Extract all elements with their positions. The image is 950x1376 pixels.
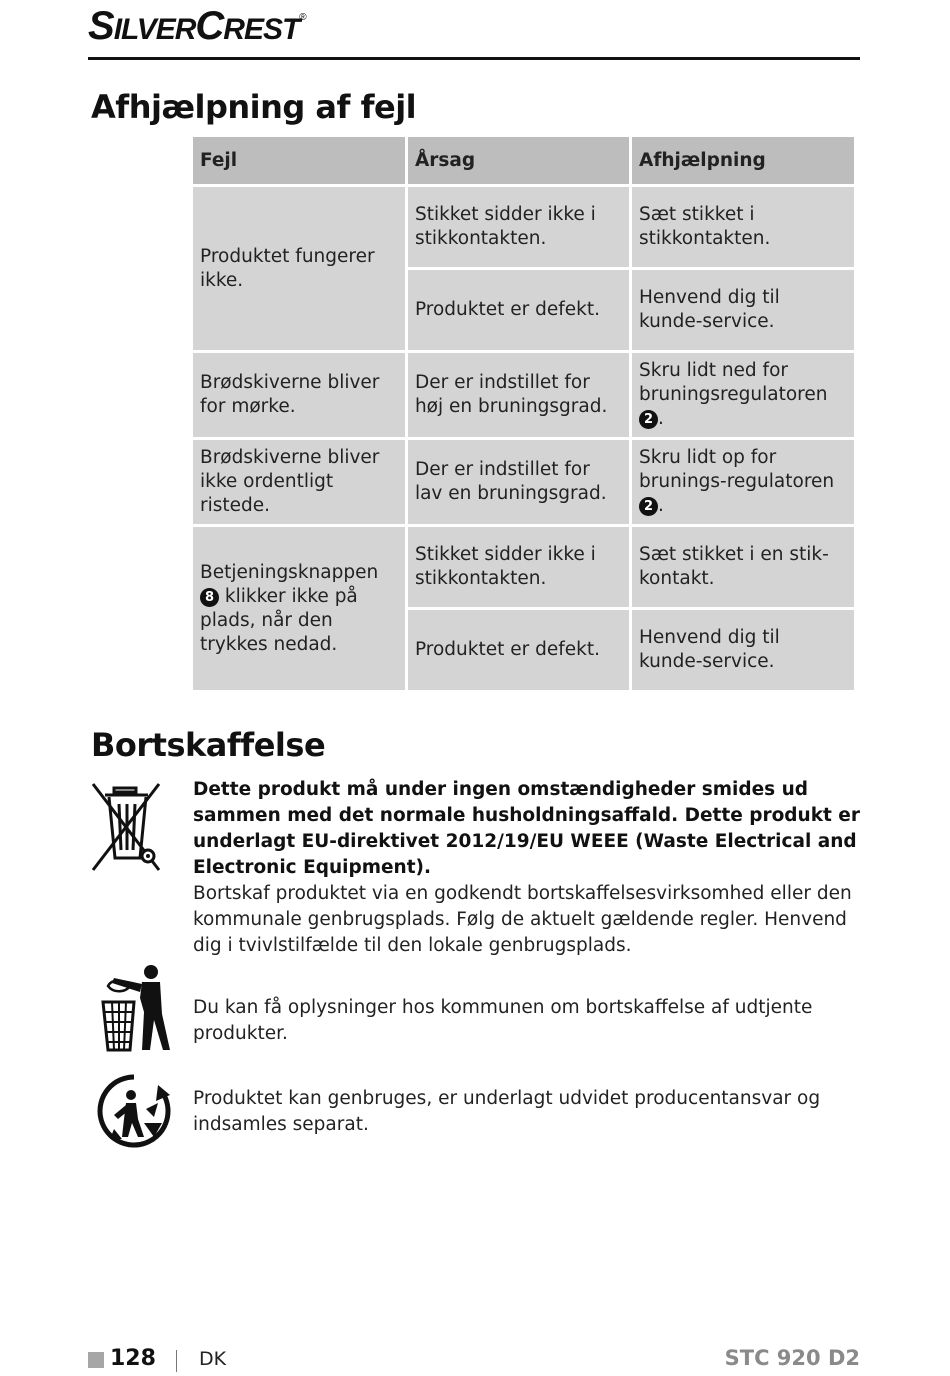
table-row xyxy=(193,440,854,524)
remedy-cell: Henvend dig til kunde-service. xyxy=(632,610,854,690)
cause-cell: Produktet er defekt. xyxy=(408,610,629,690)
fault-cell: Betjeningsknappen 8 klikker ikke på plads, når den trykkes nedad. xyxy=(193,527,405,690)
column-header-cause: Årsag xyxy=(408,137,629,184)
tidyman-icon xyxy=(100,964,172,1054)
recycle-info xyxy=(193,1086,860,1138)
footer-square-marker xyxy=(88,1352,104,1368)
fault-cell: Brødskiverne bliver ikke ordentligt ristede. xyxy=(193,440,405,524)
weee-notice xyxy=(193,777,860,959)
brand-logo: SILVERCREST® xyxy=(88,4,306,48)
municipality-info-text: Du kan få oplysninger hos kommunen om bortskaffelse af udtjente produkter. xyxy=(193,997,813,1044)
column-header-remedy: Afhjælpning xyxy=(632,137,854,184)
part-number-badge: 8 xyxy=(200,588,219,607)
remedy-cell: Henvend dig til kunde-service. xyxy=(632,270,854,350)
table-row xyxy=(193,187,854,267)
cause-cell: Stikket sidder ikke i stikkontakten. xyxy=(408,527,629,607)
remedy-cell: Sæt stikket i stikkontakten. xyxy=(632,187,854,267)
part-number-badge: 2 xyxy=(639,497,658,516)
table-row xyxy=(193,353,854,437)
troubleshooting-title: Afhjælpning af fejl xyxy=(91,88,417,126)
cause-cell: Stikket sidder ikke i stikkontakten. xyxy=(408,187,629,267)
weee-bold-text: Dette produkt må under ingen omstændigheder smides ud sammen med det normale husholdningsaffald. Dette produkt er underlagt EU-direktivet 2012/19/EU WEEE (Waste Electrical and Electronic Equipment). xyxy=(193,779,860,878)
header-rule xyxy=(88,57,860,60)
table-header-row xyxy=(193,137,854,184)
language-code: DK xyxy=(199,1348,227,1370)
column-header-fault: Fejl xyxy=(193,137,405,184)
crossed-out-bin-icon xyxy=(90,780,162,874)
cause-cell: Der er indstillet for høj en bruningsgrad. xyxy=(408,353,629,437)
model-number: STC 920 D2 xyxy=(724,1346,860,1370)
page-footer xyxy=(88,1346,860,1376)
cause-cell: Der er indstillet for lav en bruningsgrad. xyxy=(408,440,629,524)
troubleshooting-table xyxy=(190,134,857,693)
disposal-title: Bortskaffelse xyxy=(91,726,326,764)
fault-cell: Produktet fungerer ikke. xyxy=(193,187,405,350)
remedy-cell: Skru lidt ned for bruningsregulatoren 2 . xyxy=(632,353,854,437)
cause-cell: Produktet er defekt. xyxy=(408,270,629,350)
recycle-info-text: Produktet kan genbruges, er underlagt udvidet producentansvar og indsamles separat. xyxy=(193,1088,821,1135)
part-number-badge: 2 xyxy=(639,410,658,429)
footer-divider xyxy=(176,1350,177,1372)
triman-recycle-icon xyxy=(96,1073,172,1149)
table-row xyxy=(193,527,854,607)
page-number: 128 xyxy=(110,1346,156,1371)
municipality-info xyxy=(193,995,860,1047)
remedy-cell: Skru lidt op for brunings-regulatoren 2 . xyxy=(632,440,854,524)
fault-cell: Brødskiverne bliver for mørke. xyxy=(193,353,405,437)
weee-body-text: Bortskaf produktet via en godkendt bortskaffelsesvirksomhed eller den kommunale genbrugsplads. Følg de aktuelt gældende regler. Henvend dig i tvivlstilfælde til den lokale genbrugsplads. xyxy=(193,883,852,956)
remedy-cell: Sæt stikket i en stik-kontakt. xyxy=(632,527,854,607)
